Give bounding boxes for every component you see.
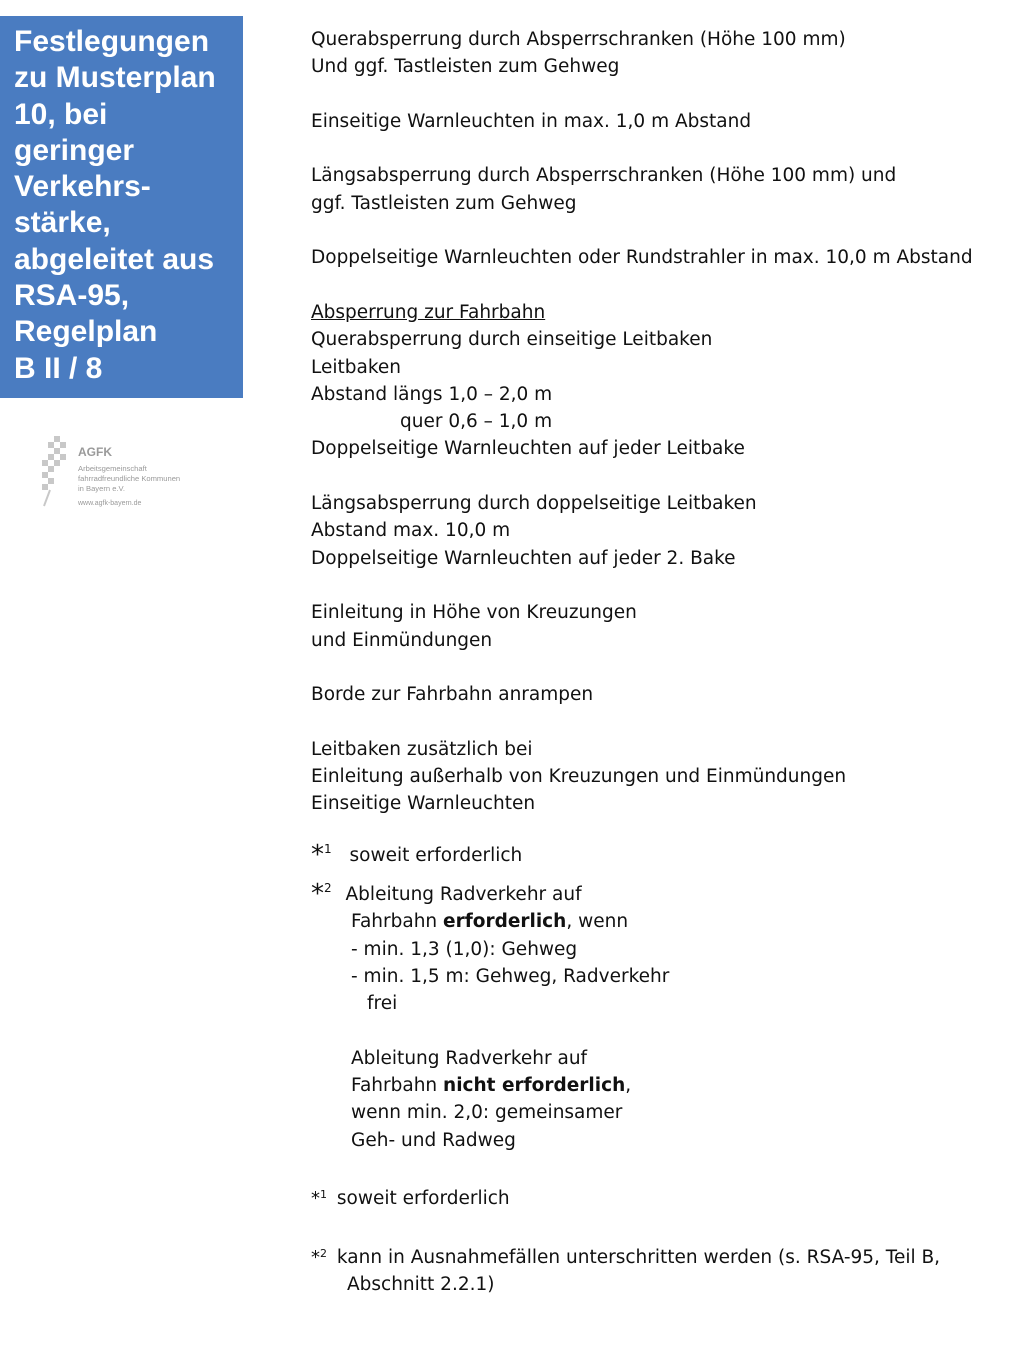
text-line: Abstand max. 10,0 m bbox=[311, 520, 511, 542]
title-line: RSA-95, bbox=[14, 279, 130, 313]
bicycle-rider-icon bbox=[40, 432, 74, 512]
text-line: Einseitige Warnleuchten bbox=[311, 793, 536, 815]
text-line: Längsabsperrung durch Absperrschranken (Höhe 100 mm) und bbox=[311, 165, 897, 187]
note-line: wenn min. 2,0: gemeinsamer bbox=[351, 1102, 623, 1124]
text-line: Doppelseitige Warnleuchten auf jeder Leitbake bbox=[311, 438, 745, 460]
text-line: und Einmündungen bbox=[311, 629, 493, 651]
note-star: * bbox=[311, 839, 324, 870]
section-heading: Absperrung zur Fahrbahn bbox=[311, 301, 546, 323]
footnote-1: *$^1$ soweit erforderlich bbox=[311, 1188, 510, 1210]
note-line: Geh- und Radweg bbox=[351, 1129, 516, 1151]
logo-brand: AGFK bbox=[78, 445, 112, 459]
text-line: Längsabsperrung durch doppelseitige Leitbaken bbox=[311, 493, 757, 515]
logo-url: www.agfk-bayern.de bbox=[78, 500, 142, 507]
footnote-2: *$^2$ kann in Ausnahmefällen unterschritten werden (s. RSA-95, Teil B, bbox=[311, 1246, 941, 1268]
text-line: Einseitige Warnleuchten in max. 1,0 m Abstand bbox=[311, 110, 752, 132]
note-line: Fahrbahn erforderlich, wenn bbox=[351, 911, 629, 933]
text-line: Querabsperrung durch Absperrschranken (Höhe 100 mm) bbox=[311, 29, 846, 50]
note-line: Ableitung Radverkehr auf bbox=[351, 1047, 588, 1069]
text-line: Doppelseitige Warnleuchten oder Rundstrahler in max. 10,0 m Abstand bbox=[311, 247, 973, 269]
text-line: Querabsperrung durch einseitige Leitbaken bbox=[311, 329, 713, 351]
note-star: * bbox=[311, 878, 324, 909]
logo-line: Arbeitsgemeinschaft bbox=[78, 464, 147, 473]
note-mark: 2 bbox=[324, 880, 332, 895]
title-line: stärke, bbox=[14, 206, 111, 240]
text-line: Borde zur Fahrbahn anrampen bbox=[311, 684, 594, 706]
title-line: Regelplan bbox=[14, 315, 158, 349]
footnote-2-cont: Abschnitt 2.2.1) bbox=[347, 1274, 495, 1296]
title-line: 10, bei bbox=[14, 97, 108, 131]
text-line: Einleitung außerhalb von Kreuzungen und Einmündungen bbox=[311, 766, 847, 788]
agfk-logo bbox=[40, 432, 200, 512]
note-text: soweit erforderlich bbox=[349, 844, 523, 866]
title-line: abgeleitet aus bbox=[14, 242, 215, 276]
title-line: B II / 8 bbox=[14, 351, 103, 385]
note-2 bbox=[311, 875, 1011, 908]
note-line: Fahrbahn nicht erforderlich, bbox=[351, 1074, 632, 1096]
note-text: Ableitung Radverkehr auf bbox=[345, 883, 582, 905]
title-panel bbox=[0, 16, 243, 398]
text-line: ggf. Tastleisten zum Gehweg bbox=[311, 192, 577, 214]
note-mark: 1 bbox=[324, 841, 332, 856]
text-line: Leitbaken bbox=[311, 356, 401, 378]
note-1 bbox=[311, 836, 1011, 869]
title-line: Verkehrs- bbox=[14, 170, 151, 204]
note-2-body bbox=[311, 908, 1011, 1154]
text-line: quer 0,6 – 1,0 m bbox=[400, 411, 553, 433]
text-line: Abstand längs 1,0 – 2,0 m bbox=[311, 383, 553, 405]
note-line: frei bbox=[367, 993, 398, 1015]
text-line: Doppelseitige Warnleuchten auf jeder 2. Bake bbox=[311, 547, 736, 569]
text-line: Leitbaken zusätzlich bei bbox=[311, 738, 533, 760]
note-line: - min. 1,5 m: Gehweg, Radverkehr bbox=[351, 965, 670, 987]
logo-line: in Bayern e.V. bbox=[78, 484, 126, 493]
title-line: geringer bbox=[14, 133, 135, 167]
text-line: Einleitung in Höhe von Kreuzungen bbox=[311, 602, 637, 624]
note-line: - min. 1,3 (1,0): Gehweg bbox=[351, 938, 578, 960]
legend-text bbox=[311, 26, 1011, 1298]
title-line: zu Musterplan bbox=[14, 61, 216, 95]
title-line: Festlegungen bbox=[14, 25, 210, 58]
logo-line: fahrradfreundliche Kommunen bbox=[78, 474, 181, 483]
text-line: Und ggf. Tastleisten zum Gehweg bbox=[311, 56, 620, 78]
